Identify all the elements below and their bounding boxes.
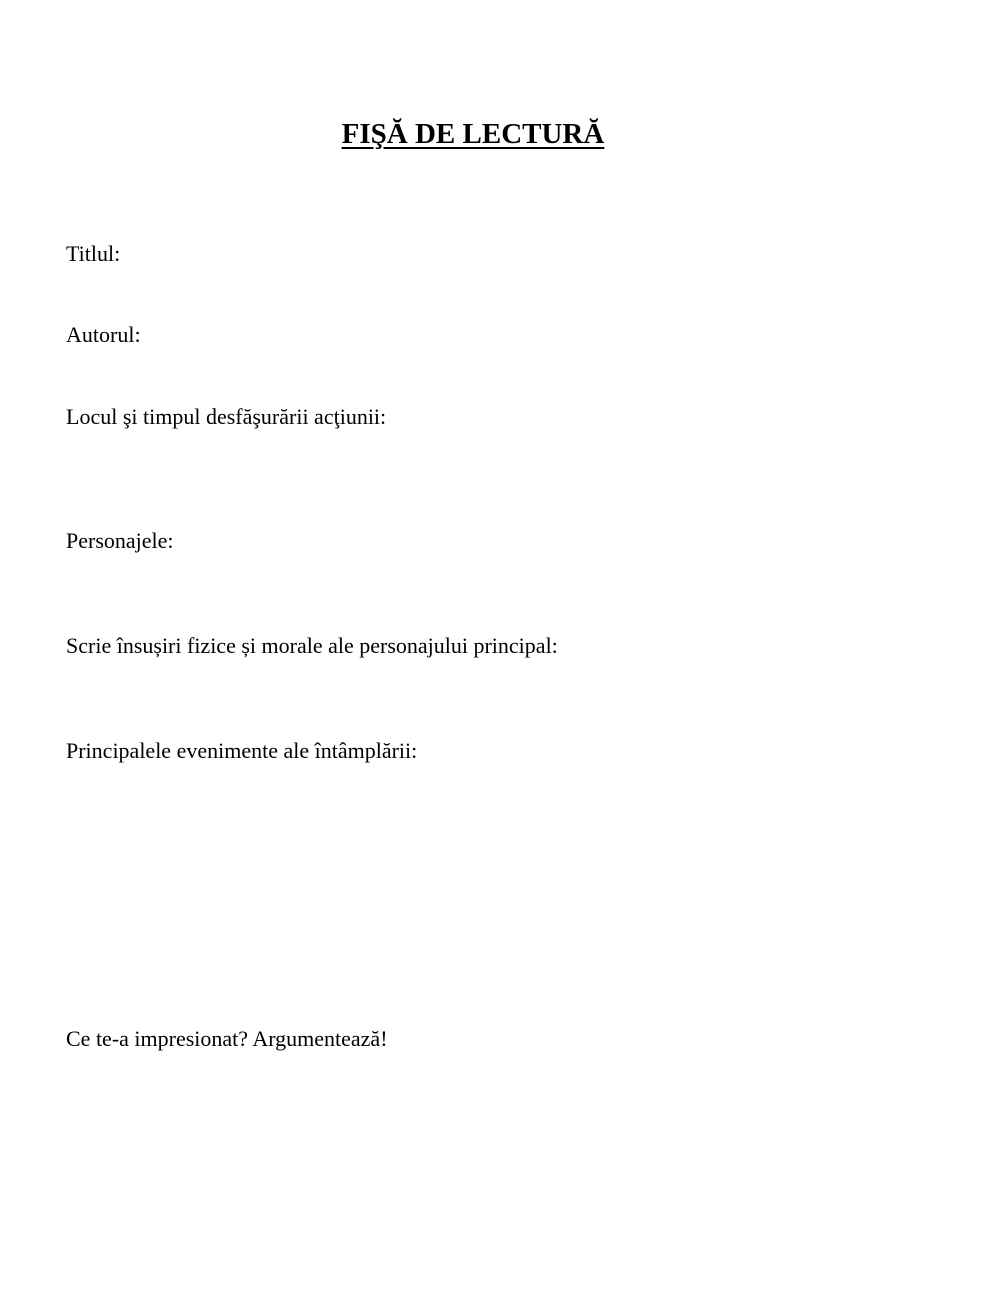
field-label-title: Titlul:: [66, 241, 121, 266]
field-label-main-events: Principalele evenimente ale întâmplării:: [66, 738, 418, 763]
field-label-main-character-traits: Scrie însușiri fizice și morale ale personajului principal:: [66, 633, 558, 658]
field-label-impressions: Ce te-a impresionat? Argumentează!: [66, 1026, 388, 1051]
field-label-author: Autorul:: [66, 322, 141, 347]
page-title: FIŞĂ DE LECTURĂ: [341, 118, 605, 150]
field-label-characters: Personajele:: [66, 528, 174, 553]
field-label-place-time: Locul şi timpul desfăşurării acţiunii:: [66, 404, 387, 429]
